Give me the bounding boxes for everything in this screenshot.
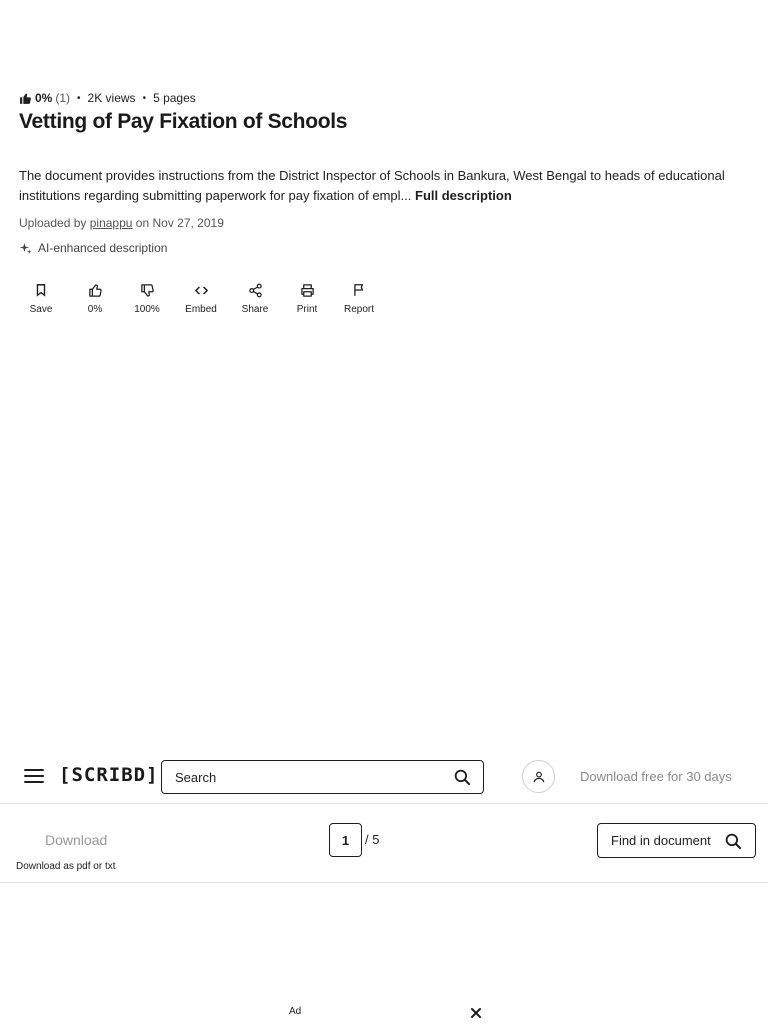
menu-icon[interactable]	[24, 769, 44, 785]
search-placeholder: Search	[175, 769, 217, 785]
user-icon	[532, 770, 546, 784]
meta-separator: •	[77, 92, 81, 104]
search-icon	[724, 832, 742, 850]
like-button[interactable]	[77, 282, 113, 315]
like-percent-label: 0%	[87, 304, 103, 315]
bookmark-icon	[33, 282, 49, 298]
thumbs-down-icon	[139, 282, 155, 298]
full-description-link[interactable]: Full description	[415, 188, 512, 203]
download-button[interactable]: Download	[45, 832, 108, 848]
printer-icon	[299, 282, 315, 298]
search-icon[interactable]	[453, 768, 471, 786]
report-label: Report	[343, 304, 374, 315]
embed-label: Embed	[185, 304, 217, 315]
download-format-note: Download as pdf or txt	[16, 861, 116, 872]
upload-date: on Nov 27, 2019	[135, 216, 224, 230]
sparkle-icon	[19, 242, 32, 255]
description-text: The document provides instructions from the District Inspector of Schools in Bankura, West Bengal to heads of educational institutions regarding submitting paperwork for pay fixation of empl...	[19, 168, 725, 203]
share-icon	[247, 282, 263, 298]
search-input[interactable]	[161, 760, 484, 794]
ai-enhanced-note	[19, 241, 167, 255]
document-title: Vetting of Pay Fixation of Schools	[19, 110, 348, 133]
print-label: Print	[296, 304, 318, 315]
uploaded-prefix: Uploaded by	[19, 216, 87, 230]
document-meta	[19, 91, 196, 105]
thumbs-up-icon	[87, 282, 103, 298]
ad-label: Ad	[289, 1006, 302, 1017]
share-button[interactable]	[235, 282, 275, 315]
close-icon[interactable]	[468, 1005, 484, 1021]
document-toolbar	[0, 805, 768, 883]
rating-percent: 0%	[35, 91, 53, 105]
ai-enhanced-label: AI-enhanced description	[38, 241, 168, 255]
rating-count: (1)	[55, 91, 71, 105]
download-free-trial-link[interactable]: Download free for 30 days	[580, 769, 732, 784]
scribd-logo[interactable]: [SCRIBD]	[59, 764, 159, 786]
site-header	[0, 752, 768, 804]
meta-separator: •	[142, 92, 147, 104]
user-profile-button[interactable]	[522, 760, 555, 793]
find-label: Find in document	[611, 833, 711, 848]
print-button[interactable]	[289, 282, 325, 315]
save-label: Save	[29, 304, 53, 315]
flag-icon	[351, 282, 367, 298]
report-button[interactable]	[339, 282, 379, 315]
save-button[interactable]	[19, 282, 63, 315]
share-label: Share	[241, 304, 269, 315]
page-count: 5 pages	[153, 91, 196, 105]
thumbs-up-icon	[19, 92, 32, 105]
page-number-input[interactable]: 1	[329, 823, 362, 857]
uploader-link[interactable]: pinappu	[89, 216, 133, 230]
document-description	[19, 166, 739, 206]
code-icon	[193, 282, 209, 298]
dislike-percent-label: 100%	[134, 304, 160, 315]
dislike-button[interactable]	[127, 282, 167, 315]
page-total: / 5	[365, 832, 380, 847]
find-in-document-button[interactable]	[597, 823, 756, 858]
upload-info	[19, 216, 224, 230]
document-actions	[19, 282, 393, 315]
embed-button[interactable]	[181, 282, 221, 315]
view-count: 2K views	[87, 91, 136, 105]
